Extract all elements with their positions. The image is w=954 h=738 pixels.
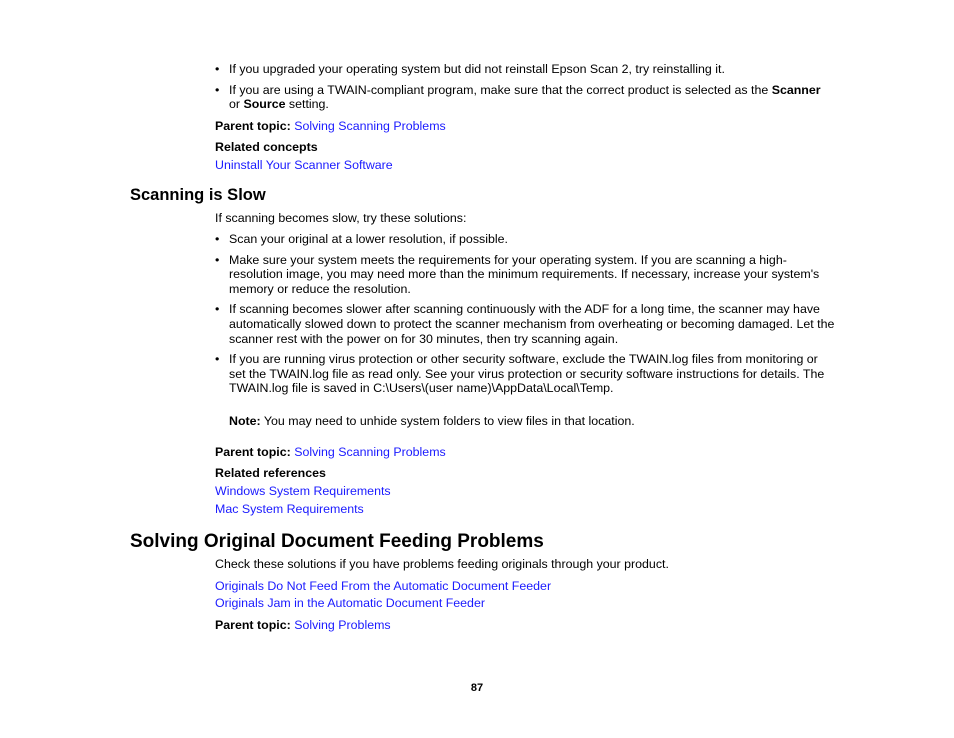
bullet-text-pre: If you are using a TWAIN-compliant program, make sure that the correct product is selected as the bbox=[229, 82, 772, 97]
scanning-slow-intro: If scanning becomes slow, try these solutions: bbox=[215, 211, 467, 225]
uninstall-software-link[interactable]: Uninstall Your Scanner Software bbox=[215, 158, 393, 172]
list-item bbox=[215, 352, 835, 396]
related-references-label: Related references bbox=[215, 466, 326, 480]
list-item bbox=[215, 232, 835, 247]
parent-topic-link[interactable]: Solving Problems bbox=[294, 618, 391, 632]
parent-topic-line bbox=[215, 119, 446, 134]
list-item bbox=[215, 253, 835, 297]
parent-topic-label: Parent topic: bbox=[215, 445, 291, 459]
scanner-term: Scanner bbox=[771, 82, 821, 97]
scanning-slow-heading: Scanning is Slow bbox=[130, 186, 266, 204]
top-bullet-list bbox=[215, 62, 835, 112]
list-item bbox=[215, 302, 835, 346]
bullet-text: If you upgraded your operating system but did not reinstall Epson Scan 2, try reinstalling it. bbox=[229, 62, 725, 76]
originals-jam-link[interactable]: Originals Jam in the Automatic Document Feeder bbox=[215, 596, 485, 610]
list-item bbox=[215, 62, 835, 77]
parent-topic-link[interactable]: Solving Scanning Problems bbox=[294, 119, 446, 133]
mac-requirements-link[interactable]: Mac System Requirements bbox=[215, 502, 364, 516]
bullet-icon: • bbox=[215, 352, 220, 367]
bullet-icon: • bbox=[215, 62, 220, 76]
bullet-text: If you are running virus protection or other security software, exclude the TWAIN.log files from monitoring or set the TWAIN.log file as read only. See your virus protection or security software instructions for details. The TWAIN.log file is saved in C:\Users\(user name)\AppData\Local\Temp. bbox=[229, 352, 825, 396]
parent-topic-line bbox=[215, 445, 446, 460]
parent-topic-label: Parent topic: bbox=[215, 618, 291, 632]
bullet-text: Scan your original at a lower resolution, if possible. bbox=[229, 232, 508, 246]
page-number: 87 bbox=[470, 682, 484, 694]
parent-topic-label: Parent topic: bbox=[215, 119, 291, 133]
bullet-text-post: setting. bbox=[285, 97, 329, 112]
bullet-icon: • bbox=[215, 232, 220, 246]
scanning-slow-bullet-list bbox=[215, 232, 835, 396]
windows-requirements-link[interactable]: Windows System Requirements bbox=[215, 484, 391, 498]
bullet-icon: • bbox=[215, 252, 220, 267]
parent-topic-link[interactable]: Solving Scanning Problems bbox=[294, 445, 446, 459]
bullet-icon: • bbox=[215, 82, 220, 97]
source-term: Source bbox=[243, 97, 286, 112]
bullet-text: If scanning becomes slower after scanning continuously with the ADF for a long time, the scanner may have automatically slowed down to protect the scanner mechanism from overheating or becoming damaged. Let the scanner rest with the power on for 30 minutes, then try scanning again. bbox=[229, 302, 835, 346]
note-line bbox=[229, 414, 635, 429]
list-item bbox=[215, 83, 835, 112]
bullet-text-mid: or bbox=[229, 97, 244, 112]
originals-not-feed-link[interactable]: Originals Do Not Feed From the Automatic Document Feeder bbox=[215, 579, 552, 593]
note-label: Note: bbox=[229, 414, 261, 428]
bullet-icon: • bbox=[215, 302, 220, 317]
bullet-text: Make sure your system meets the requirements for your operating system. If you are scanning a high-resolution image, you may need more than the minimum requirements. If necessary, increase your system's memory or reduce the resolution. bbox=[229, 252, 820, 296]
feeding-intro: Check these solutions if you have problems feeding originals through your product. bbox=[215, 557, 669, 571]
related-concepts-label: Related concepts bbox=[215, 140, 318, 154]
parent-topic-line bbox=[215, 618, 391, 633]
note-text: You may need to unhide system folders to view files in that location. bbox=[260, 414, 635, 428]
feeding-problems-heading: Solving Original Document Feeding Problems bbox=[130, 531, 544, 552]
